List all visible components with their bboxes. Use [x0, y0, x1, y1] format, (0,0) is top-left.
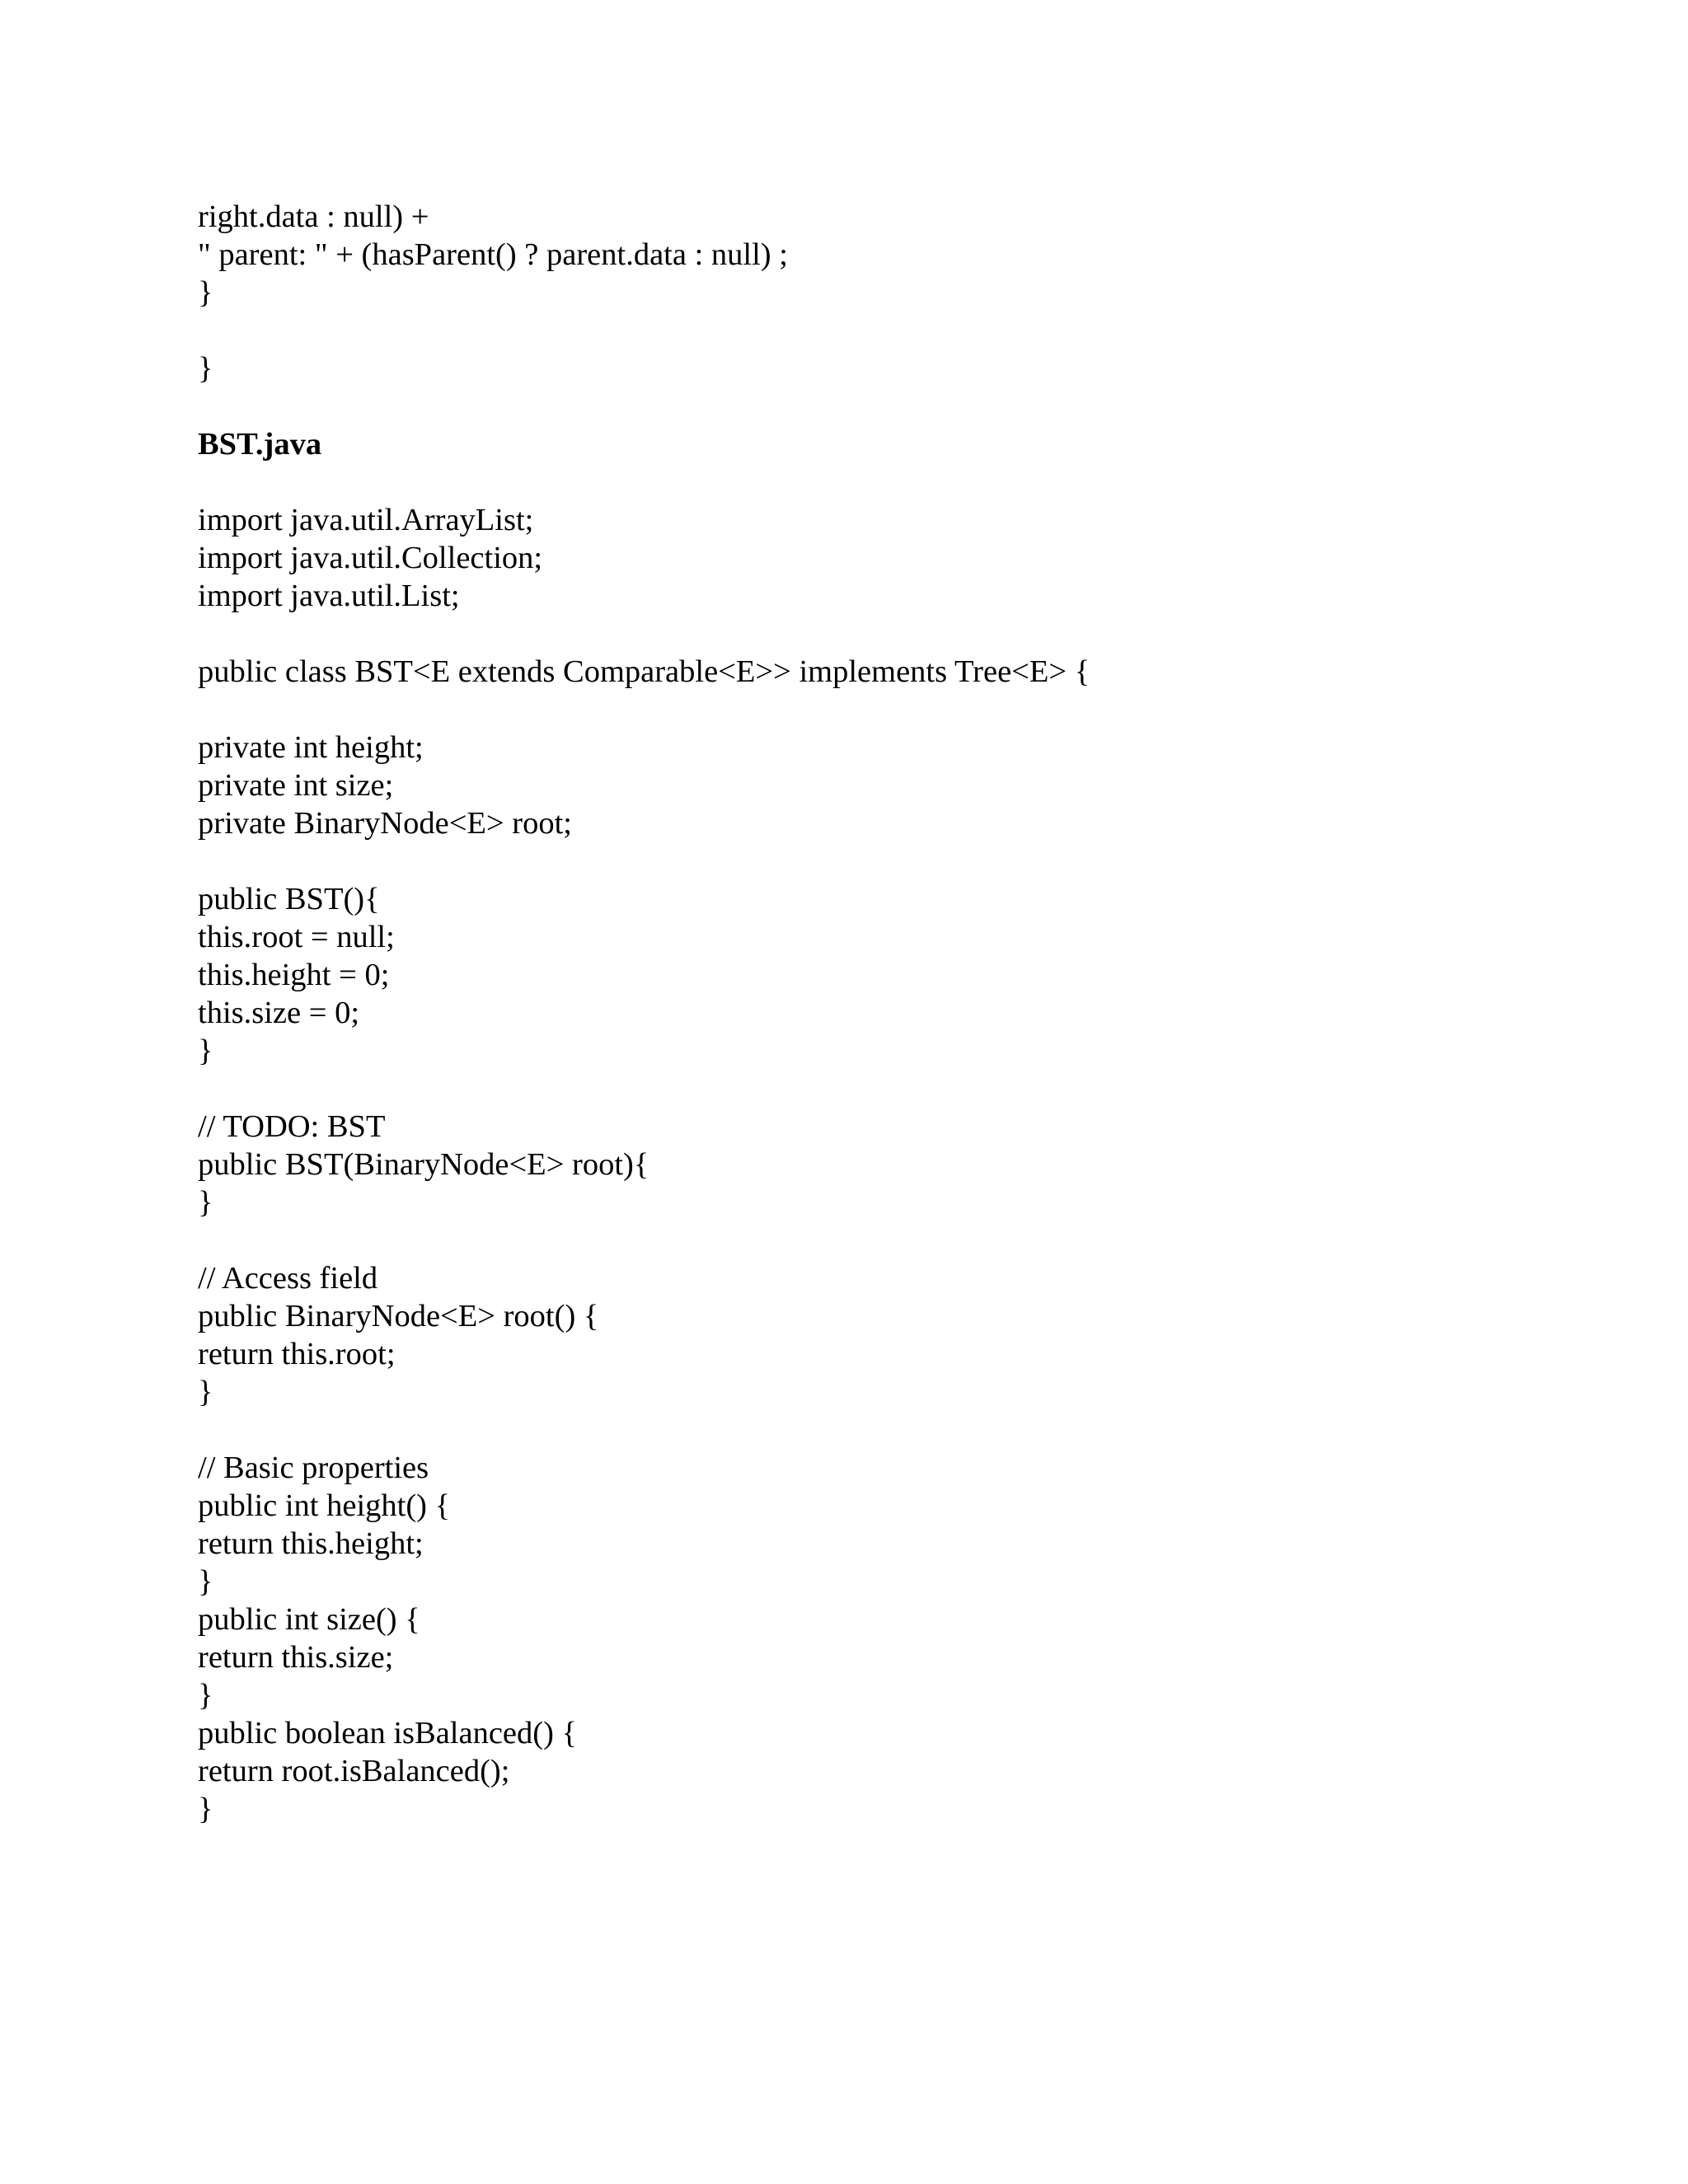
class-declaration: public class BST<E extends Comparable<E>> implements Tree<E> {	[198, 654, 1090, 689]
import-line: import java.util.ArrayList;	[198, 503, 534, 537]
blank-line	[198, 463, 1599, 501]
method-line: public int size() {	[198, 1602, 420, 1637]
blank-line	[198, 691, 1599, 729]
constructor-line: this.root = null;	[198, 920, 395, 954]
blank-line	[198, 1411, 1599, 1449]
blank-line	[198, 1070, 1599, 1108]
constructor-line: this.height = 0;	[198, 958, 390, 992]
field-line: private int height;	[198, 730, 424, 765]
comment-line: // Basic properties	[198, 1451, 429, 1485]
comment-line: // Access field	[198, 1261, 378, 1296]
method-line: return this.size;	[198, 1640, 394, 1675]
blank-line	[198, 387, 1599, 425]
blank-line	[198, 1221, 1599, 1259]
file-heading: BST.java	[198, 427, 322, 462]
method-line: }	[198, 1564, 213, 1599]
constructor-line: }	[198, 1185, 213, 1220]
constructor-line: }	[198, 1033, 213, 1068]
blank-line	[198, 842, 1599, 880]
code-line: }	[198, 275, 213, 310]
method-line: }	[198, 1678, 213, 1713]
method-line: public BinaryNode<E> root() {	[198, 1299, 599, 1333]
constructor-line: this.size = 0;	[198, 996, 360, 1030]
method-line: }	[198, 1792, 213, 1826]
method-line: public boolean isBalanced() {	[198, 1716, 578, 1750]
blank-line	[198, 615, 1599, 653]
blank-line	[198, 312, 1599, 349]
code-line: " parent: " + (hasParent() ? parent.data : null) ;	[198, 237, 788, 272]
todo-comment: // TODO: BST	[198, 1109, 386, 1144]
method-line: public int height() {	[198, 1488, 451, 1523]
field-line: private BinaryNode<E> root;	[198, 806, 572, 841]
code-line: }	[198, 351, 213, 386]
import-line: import java.util.List;	[198, 579, 460, 613]
code-listing	[198, 198, 1599, 1828]
method-line: }	[198, 1375, 213, 1409]
constructor-line: public BST(){	[198, 882, 380, 916]
code-line: right.data : null) +	[198, 199, 429, 234]
method-line: return this.height;	[198, 1526, 424, 1561]
constructor-line: public BST(BinaryNode<E> root){	[198, 1147, 649, 1182]
method-line: return root.isBalanced();	[198, 1754, 510, 1788]
method-line: return this.root;	[198, 1337, 396, 1371]
field-line: private int size;	[198, 768, 394, 803]
import-line: import java.util.Collection;	[198, 541, 543, 575]
